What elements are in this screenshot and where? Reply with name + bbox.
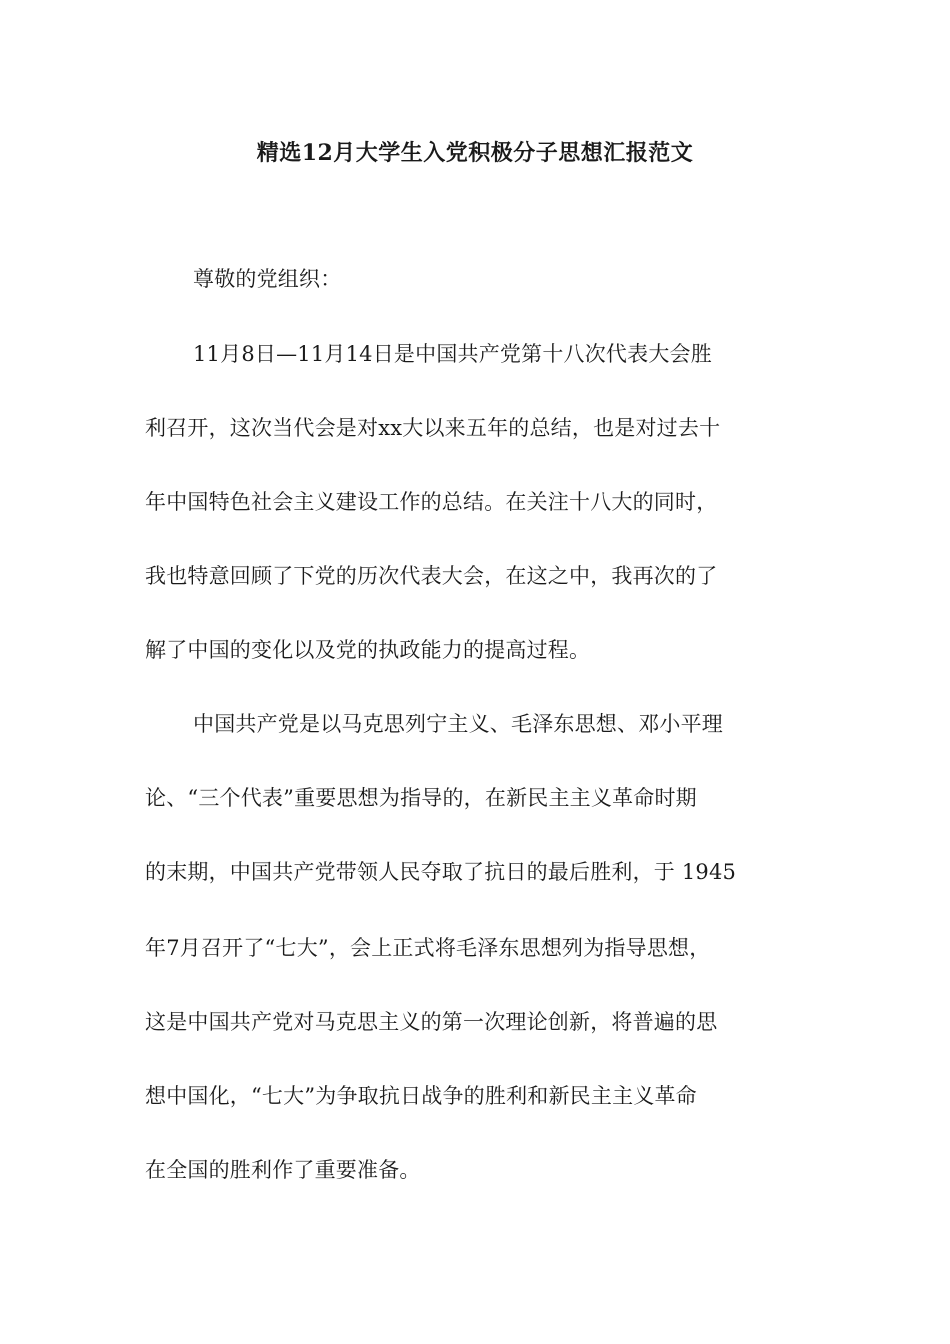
document-title: 精选12月大学生入党积极分子思想汇报范文: [256, 140, 694, 166]
paragraph-1-line-4: 我也特意回顾了下党的历次代表大会，在这之中，我再次的了: [145, 564, 718, 588]
paragraph-2-line-2: 论、“三个代表”重要思想为指导的，在新民主主义革命时期: [145, 786, 697, 810]
salutation: 尊敬的党组织：: [193, 267, 342, 291]
paragraph-2-line-4: 年7月召开了“七大”，会上正式将毛泽东思想列为指导思想，: [145, 936, 711, 960]
paragraph-2-line-5: 这是中国共产党对马克思主义的第一次理论创新，将普遍的思: [145, 1010, 718, 1034]
paragraph-2-line-1: 中国共产党是以马克思列宁主义、毛泽东思想、邓小平理: [193, 712, 723, 736]
paragraph-1-line-1: 11月8日—11月14日是中国共产党第十八次代表大会胜: [193, 342, 712, 366]
paragraph-1-line-5: 解了中国的变化以及党的执政能力的提高过程。: [145, 638, 591, 662]
paragraph-2-line-3: 的末期，中国共产党带领人民夺取了抗日的最后胜利，于 1945: [145, 860, 737, 884]
paragraph-1-line-2: 利召开，这次当代会是对xx大以来五年的总结，也是对过去十: [145, 416, 721, 440]
paragraph-2-line-6: 想中国化，“七大”为争取抗日战争的胜利和新民主主义革命: [145, 1084, 697, 1108]
paragraph-1-line-3: 年中国特色社会主义建设工作的总结。在关注十八大的同时，: [145, 490, 718, 514]
paragraph-2-line-7: 在全国的胜利作了重要准备。: [145, 1158, 421, 1182]
